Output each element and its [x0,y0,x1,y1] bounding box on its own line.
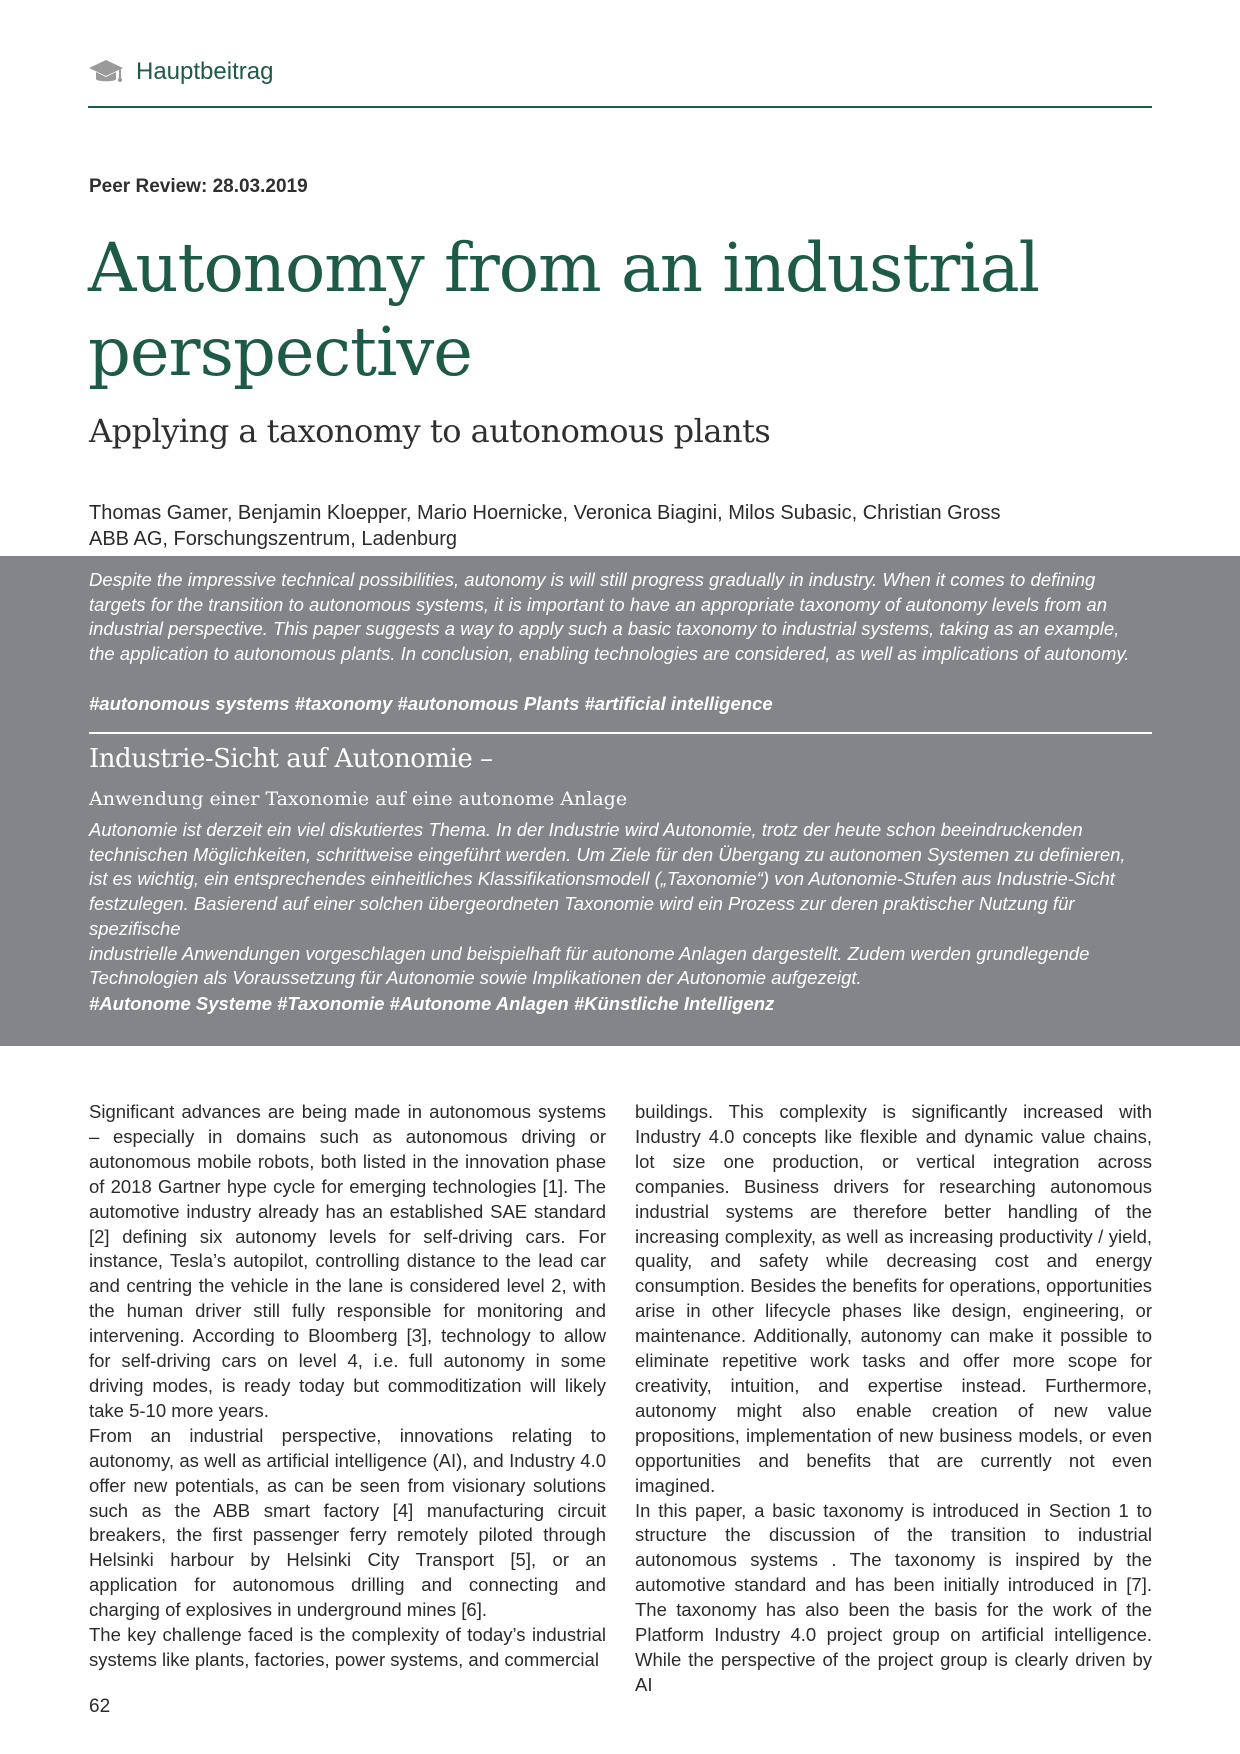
author-block [89,500,1001,552]
abstract-de-line: Autonomie ist derzeit ein viel diskutiertes Thema. In der Industrie wird Autonomie, trotz der heute schon beeindruckenden [89,819,1083,840]
abstract-divider [89,732,1152,734]
article-title [88,226,1088,394]
section-header [88,56,1152,108]
body-paragraph: From an industrial perspective, innovations relating to autonomy, as well as artificial intelligence (AI), and Industry 4.0 offer new potentials, as can be seen from visionary solutions such as the ABB smart factory [4] manufacturing circuit breakers, the first passenger ferry remotely piloted through Helsinki harbour by Helsinki City Transport [5], or an application for autonomous drilling and connecting and charging of explosives in underground mines [6]. [89,1424,606,1621]
abstract-de-line: Technologien als Voraussetzung für Autonomie sowie Implikationen der Autonomie aufgezeigt. [89,967,862,989]
abstract-en-line: targets for the transition to autonomous systems, it is important to have an appropriate taxonomy of autonomy levels from an [89,593,1108,615]
article-title-line-1: Autonomy from an industrial [88,229,1040,307]
body-column-left [89,1100,606,1673]
body-paragraph: Significant advances are being made in autonomous systems – especially in domains such as autonomous driving or autonomous mobile robots, both listed in the innovation phase of 2018 Gartner hype cycle for emerging technologies [1]. The automotive industry already has an established SAE standard [2] defining six autonomy levels for self-driving cars. For instance, Tesla’s autopilot, controlling distance to the lead car and centring the vehicle in the lane is considered level 2, with the human driver still fully responsible for monitoring and intervening. According to Bloomberg [3], technology to allow for self-driving cars on level 4, i.e. full autonomy in some driving modes, is ready today but commoditization will likely take 5-10 more years. [89,1101,606,1421]
article-subtitle: Applying a taxonomy to autonomous plants [89,412,771,450]
body-column-right [635,1100,1152,1698]
abstract-panel [0,556,1240,1046]
abstract-en-line: Despite the impressive technical possibilities, autonomy is will still progress gradually in industry. When it comes to defining [89,569,1096,590]
page-number: 62 [89,1696,111,1717]
keywords-en: #autonomous systems #taxonomy #autonomous Plants #artificial intelligence [89,693,773,714]
abstract-de-line: ist es wichtig, ein entsprechendes einheitliches Klassifikationsmodell („Taxonomie“) von Autonomie-Stufen aus Industrie-Sicht [89,868,1115,890]
affiliation: ABB AG, Forschungszentrum, Ladenburg [89,528,457,550]
german-subtitle: Anwendung einer Taxonomie auf eine autonome Anlage [89,788,628,810]
article-title-line-2: perspective [88,313,472,391]
keywords-de: #Autonome Systeme #Taxonomie #Autonome Anlagen #Künstliche Intelligenz [89,993,775,1014]
abstract-de-line: technischen Möglichkeiten, schrittweise eingeführt werden. Um Ziele für den Übergang zu autonomen Systemen zu definieren, [89,843,1126,865]
body-paragraph: In this paper, a basic taxonomy is introduced in Section 1 to structure the discussion of the transition to industrial autonomous systems . The taxonomy is inspired by the automotive standard and has been initially introduced in [7]. The taxonomy has also been the basis for the work of the Platform Industry 4.0 project group on artificial intelligence. While the perspective of the project group is clearly driven by AI [635,1499,1152,1695]
abstract-en [89,568,1153,667]
german-title: Industrie-Sicht auf Autonomie – [89,744,493,774]
section-label: Hauptbeitrag [136,58,274,85]
graduation-cap-icon [88,58,124,86]
peer-review-date: Peer Review: 28.03.2019 [89,176,308,197]
abstract-de-line: festzulegen. Basierend auf einer solchen übergeordneten Taxonomie wird ein Prozess zur deren praktischer Nutzung für spezifische [89,893,1075,939]
body-paragraph: The key challenge faced is the complexity of today’s industrial systems like plants, factories, power systems, and commercial [89,1624,606,1670]
abstract-de-line: industrielle Anwendungen vorgeschlagen und beispielhaft für autonome Anlagen dargestellt. Zudem werden grundlegende [89,942,1090,964]
abstract-en-line: the application to autonomous plants. In conclusion, enabling technologies are considered, as well as implications of autonomy. [89,643,1130,665]
abstract-de [89,818,1153,991]
authors: Thomas Gamer, Benjamin Kloepper, Mario Hoernicke, Veronica Biagini, Milos Subasic, Christian Gross [89,502,1001,524]
body-paragraph: buildings. This complexity is significantly increased with Industry 4.0 concepts like flexible and dynamic value chains, lot size one production, or vertical integration across companies. Business drivers for researching autonomous industrial systems are therefore better handling of the increasing complexity, as well as increasing productivity / yield, quality, and safety while decreasing cost and energy consumption. Besides the benefits for operations, opportunities arise in other lifecycle phases like design, engineering, or maintenance. Additionally, autonomy can make it possible to eliminate repetitive work tasks and offer more scope for creativity, intuition, and expertise instead. Furthermore, autonomy might also enable creation of new value propositions, implementation of new business models, or even opportunities and benefits that are currently not even imagined. [635,1101,1152,1496]
abstract-en-line: industrial perspective. This paper suggests a way to apply such a basic taxonomy to industrial systems, taking as an example, [89,618,1120,640]
